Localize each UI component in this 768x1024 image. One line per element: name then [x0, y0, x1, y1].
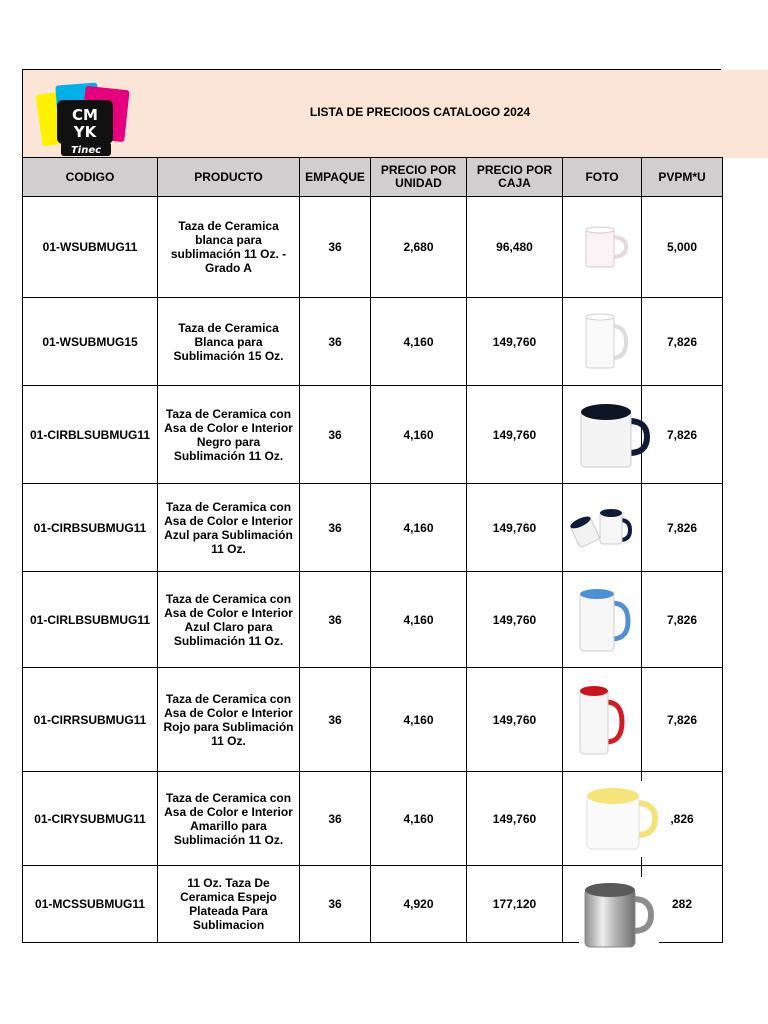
header-pvpm: PVPM*U	[642, 158, 723, 197]
product-name: Taza de Ceramica con Asa de Color e Interior Azul para Sublimación 11 Oz.	[158, 484, 300, 572]
pack-qty: 36	[300, 197, 371, 298]
table-row	[23, 386, 723, 484]
unit-price: 4,160	[371, 298, 467, 386]
table-row	[23, 668, 723, 772]
box-price: 149,760	[467, 772, 563, 866]
product-photo	[563, 572, 642, 668]
unit-price: 4,160	[371, 484, 467, 572]
pvpm-value: 282	[642, 866, 723, 943]
unit-price: 2,680	[371, 197, 467, 298]
product-code: 01-WSUBMUG11	[23, 197, 158, 298]
pack-qty: 36	[300, 866, 371, 943]
header-foto: FOTO	[563, 158, 642, 197]
table-row	[23, 772, 723, 866]
pack-qty: 36	[300, 484, 371, 572]
header-precio-caja: PRECIO POR CAJA	[467, 158, 563, 197]
header-empaque: EMPAQUE	[300, 158, 371, 197]
pack-qty: 36	[300, 572, 371, 668]
pack-qty: 36	[300, 668, 371, 772]
unit-price: 4,160	[371, 386, 467, 484]
pvpm-value: 5,000	[642, 197, 723, 298]
header-precio-unidad: PRECIO POR UNIDAD	[371, 158, 467, 197]
header-producto: PRODUCTO	[158, 158, 300, 197]
light-blue-mug-icon	[572, 585, 632, 655]
table-row	[23, 572, 723, 668]
product-photo	[563, 298, 642, 386]
blue-interior-mug-icon	[570, 506, 634, 550]
pack-qty: 36	[300, 386, 371, 484]
box-price: 149,760	[467, 484, 563, 572]
pvpm-value: 7,826	[642, 484, 723, 572]
product-photo	[563, 772, 642, 866]
box-price: 96,480	[467, 197, 563, 298]
product-code: 01-CIRBLSUBMUG11	[23, 386, 158, 484]
pvpm-value: 7,826	[642, 668, 723, 772]
product-name: Taza de Ceramica blanca para sublimación 11 Oz. - Grado A	[158, 197, 300, 298]
header-top-border	[22, 69, 721, 70]
product-name: Taza de Ceramica con Asa de Color e Interior Azul Claro para Sublimación 11 Oz.	[158, 572, 300, 668]
table-row	[23, 866, 723, 943]
table-row	[23, 298, 723, 386]
product-name: Taza de Ceramica con Asa de Color e Interior Negro para Sublimación 11 Oz.	[158, 386, 300, 484]
product-name: Taza de Ceramica con Asa de Color e Interior Amarillo para Sublimación 11 Oz.	[158, 772, 300, 866]
product-name: Taza de Ceramica Blanca para Sublimación 15 Oz.	[158, 298, 300, 386]
product-photo	[563, 484, 642, 572]
cmyk-logo	[35, 80, 135, 160]
box-price: 149,760	[467, 572, 563, 668]
box-price: 177,120	[467, 866, 563, 943]
pvpm-value: 7,826	[642, 572, 723, 668]
product-name: 11 Oz. Taza De Ceramica Espejo Plateada Para Sublimacion	[158, 866, 300, 943]
price-table	[22, 157, 723, 943]
product-photo	[563, 386, 642, 484]
header-left-border	[22, 69, 23, 158]
product-photo	[563, 866, 642, 943]
product-code: 01-CIRRSUBMUG11	[23, 668, 158, 772]
unit-price: 4,920	[371, 866, 467, 943]
box-price: 149,760	[467, 386, 563, 484]
unit-price: 4,160	[371, 772, 467, 866]
unit-price: 4,160	[371, 572, 467, 668]
pvpm-value: 7,826	[642, 386, 723, 484]
red-mug-icon	[572, 680, 632, 760]
box-price: 149,760	[467, 668, 563, 772]
product-code: 01-MCSSUBMUG11	[23, 866, 158, 943]
pack-qty: 36	[300, 772, 371, 866]
yellow-mug-icon	[579, 781, 659, 857]
table-header-row	[23, 158, 723, 197]
pack-qty: 36	[300, 298, 371, 386]
product-photo	[563, 668, 642, 772]
product-code: 01-WSUBMUG15	[23, 298, 158, 386]
header-codigo: CODIGO	[23, 158, 158, 197]
logo-text-yk: YK	[73, 123, 97, 141]
pvpm-value: ,826	[642, 772, 723, 866]
product-code: 01-CIRLBSUBMUG11	[23, 572, 158, 668]
tall-white-mug-icon	[572, 310, 632, 374]
table-row	[23, 484, 723, 572]
logo-text-cm: CM	[72, 106, 98, 124]
unit-price: 4,160	[371, 668, 467, 772]
pvpm-value: 7,826	[642, 298, 723, 386]
black-interior-mug-icon	[571, 397, 651, 473]
document-title: LISTA DE PRECIOOS CATALOGO 2024	[309, 105, 531, 119]
table-row	[23, 197, 723, 298]
product-name: Taza de Ceramica con Asa de Color e Interior Rojo para Sublimación 11 Oz.	[158, 668, 300, 772]
white-mug-icon	[572, 219, 632, 275]
product-code: 01-CIRBSUBMUG11	[23, 484, 158, 572]
box-price: 149,760	[467, 298, 563, 386]
product-photo	[563, 197, 642, 298]
silver-mug-icon	[579, 877, 659, 953]
logo-brand: Tinec	[70, 145, 102, 156]
product-code: 01-CIRYSUBMUG11	[23, 772, 158, 866]
